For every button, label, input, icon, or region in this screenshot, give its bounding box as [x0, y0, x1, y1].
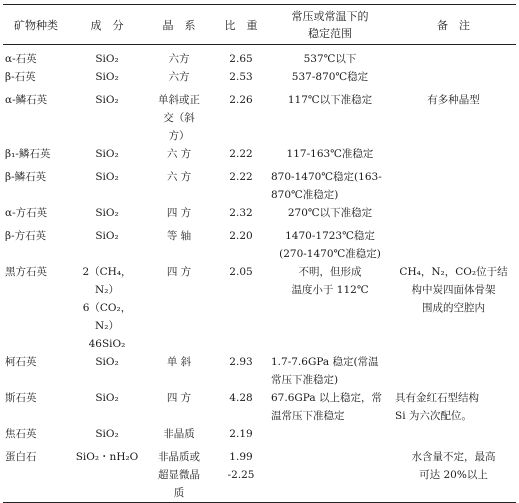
table-row	[3, 168, 516, 204]
silica-minerals-table	[3, 4, 516, 503]
table-body	[3, 45, 516, 503]
remarks	[391, 425, 516, 448]
mineral-name: 焦石英	[5, 428, 37, 440]
remarks	[391, 68, 516, 91]
specific-gravity: 2.32	[229, 207, 253, 219]
remarks: 有多种晶型	[427, 94, 480, 106]
table-header	[3, 5, 516, 45]
remarks	[391, 145, 516, 168]
mineral-name: 黑方石英	[5, 266, 47, 278]
remarks: 具有金红石型结构 Si 为六次配位。	[395, 392, 479, 422]
composition: SiO₂	[95, 171, 119, 183]
crystal-system: 六 方	[166, 171, 192, 183]
composition: SiO₂	[95, 230, 119, 242]
stability-range	[269, 425, 391, 448]
specific-gravity: 2.22	[229, 171, 253, 183]
mineral-name: β-方石英	[5, 230, 47, 242]
crystal-system: 单斜或正 交（斜 方）	[158, 94, 200, 142]
composition: SiO₂	[95, 148, 119, 160]
composition: SiO₂	[95, 356, 119, 368]
crystal-system: 四 方	[166, 207, 192, 219]
stability-range	[269, 448, 391, 503]
header-mineral: 矿物种类	[14, 18, 58, 32]
header-row	[3, 5, 516, 45]
mineral-name: 蛋白石	[5, 451, 37, 463]
specific-gravity: 2.20	[229, 230, 253, 242]
table-row	[3, 263, 516, 353]
composition: SiO₂	[95, 428, 119, 440]
stability-range: 270℃以下准稳定	[287, 207, 373, 219]
table-row	[3, 425, 516, 448]
stability-range: 1470-1723℃稳定 (270-1470℃准稳定)	[279, 230, 381, 260]
crystal-system: 六方	[168, 71, 190, 83]
mineral-name: β-鳞石英	[5, 171, 47, 183]
mineral-name: 柯石英	[5, 356, 37, 368]
specific-gravity: 2.05	[229, 266, 253, 278]
remarks	[391, 353, 516, 389]
stability-range: 67.6GPa 以上稳定，常 温常压下准稳定	[271, 392, 382, 422]
table-row	[3, 389, 516, 425]
table-row	[3, 68, 516, 91]
stability-range: 870-1470℃稳定(163- 870℃准稳定)	[271, 171, 382, 201]
remarks	[391, 227, 516, 263]
stability-range: 537℃以下	[303, 53, 357, 65]
remarks: CH₄，N₂，CO₂位于结 构中炭四面体骨架 围成的空腔内	[399, 266, 508, 314]
crystal-system: 六 方	[166, 148, 192, 160]
stability-range: 117℃以下准稳定	[287, 94, 373, 106]
specific-gravity: 1.99 -2.25	[227, 451, 255, 481]
mineral-name: β-石英	[5, 71, 36, 83]
table-row	[3, 353, 516, 389]
header-crystal-system: 晶 系	[162, 18, 196, 32]
header-stability: 常压或常温下的 稳定范围	[291, 10, 369, 40]
crystal-system: 六方	[168, 53, 190, 65]
crystal-system: 四 方	[166, 392, 192, 404]
table-row	[3, 145, 516, 168]
crystal-system: 等 轴	[166, 230, 192, 242]
crystal-system: 单 斜	[166, 356, 192, 368]
remarks	[391, 45, 516, 69]
crystal-system: 非晶质或 超显微晶 质	[158, 451, 200, 499]
stability-range: 不明，但形成 温度小于 112℃	[291, 266, 369, 296]
mineral-name: β₁-鳞石英	[5, 148, 51, 160]
stability-range: 537-870℃稳定	[291, 71, 369, 83]
mineral-name: α-方石英	[5, 207, 48, 219]
crystal-system: 四 方	[166, 266, 192, 278]
stability-range: 117-163℃准稳定	[286, 148, 374, 160]
remarks	[391, 168, 516, 204]
table-row	[3, 45, 516, 69]
specific-gravity: 2.19	[229, 428, 253, 440]
composition: SiO₂	[95, 392, 119, 404]
table-row	[3, 448, 516, 503]
composition: SiO₂	[95, 94, 119, 106]
header-remarks: 备 注	[437, 18, 470, 32]
specific-gravity: 4.28	[229, 392, 253, 404]
specific-gravity: 2.53	[229, 71, 253, 83]
remarks	[391, 204, 516, 227]
table-row	[3, 91, 516, 145]
composition: SiO₂	[95, 207, 119, 219]
specific-gravity: 2.26	[229, 94, 253, 106]
header-specific-gravity: 比 重	[224, 18, 258, 32]
composition: SiO₂	[95, 53, 119, 65]
remarks: 水含量不定，最高 可达 20%以上	[411, 451, 496, 481]
header-composition: 成 分	[90, 18, 124, 32]
specific-gravity: 2.65	[229, 53, 253, 65]
specific-gravity: 2.93	[229, 356, 253, 368]
table-row	[3, 204, 516, 227]
stability-range: 1.7-7.6GPa 稳定(常温 常压下准稳定)	[271, 356, 379, 386]
crystal-system: 非晶质	[163, 428, 195, 440]
composition: 2（CH₄，N₂） 6（CO₂，N₂） 46SiO₂	[82, 266, 132, 350]
mineral-name: α-石英	[5, 53, 37, 65]
mineral-name: α-鳞石英	[5, 94, 48, 106]
composition: SiO₂	[95, 71, 119, 83]
table-row	[3, 227, 516, 263]
specific-gravity: 2.22	[229, 148, 253, 160]
composition: SiO₂・nH₂O	[75, 451, 139, 463]
mineral-name: 斯石英	[5, 392, 37, 404]
